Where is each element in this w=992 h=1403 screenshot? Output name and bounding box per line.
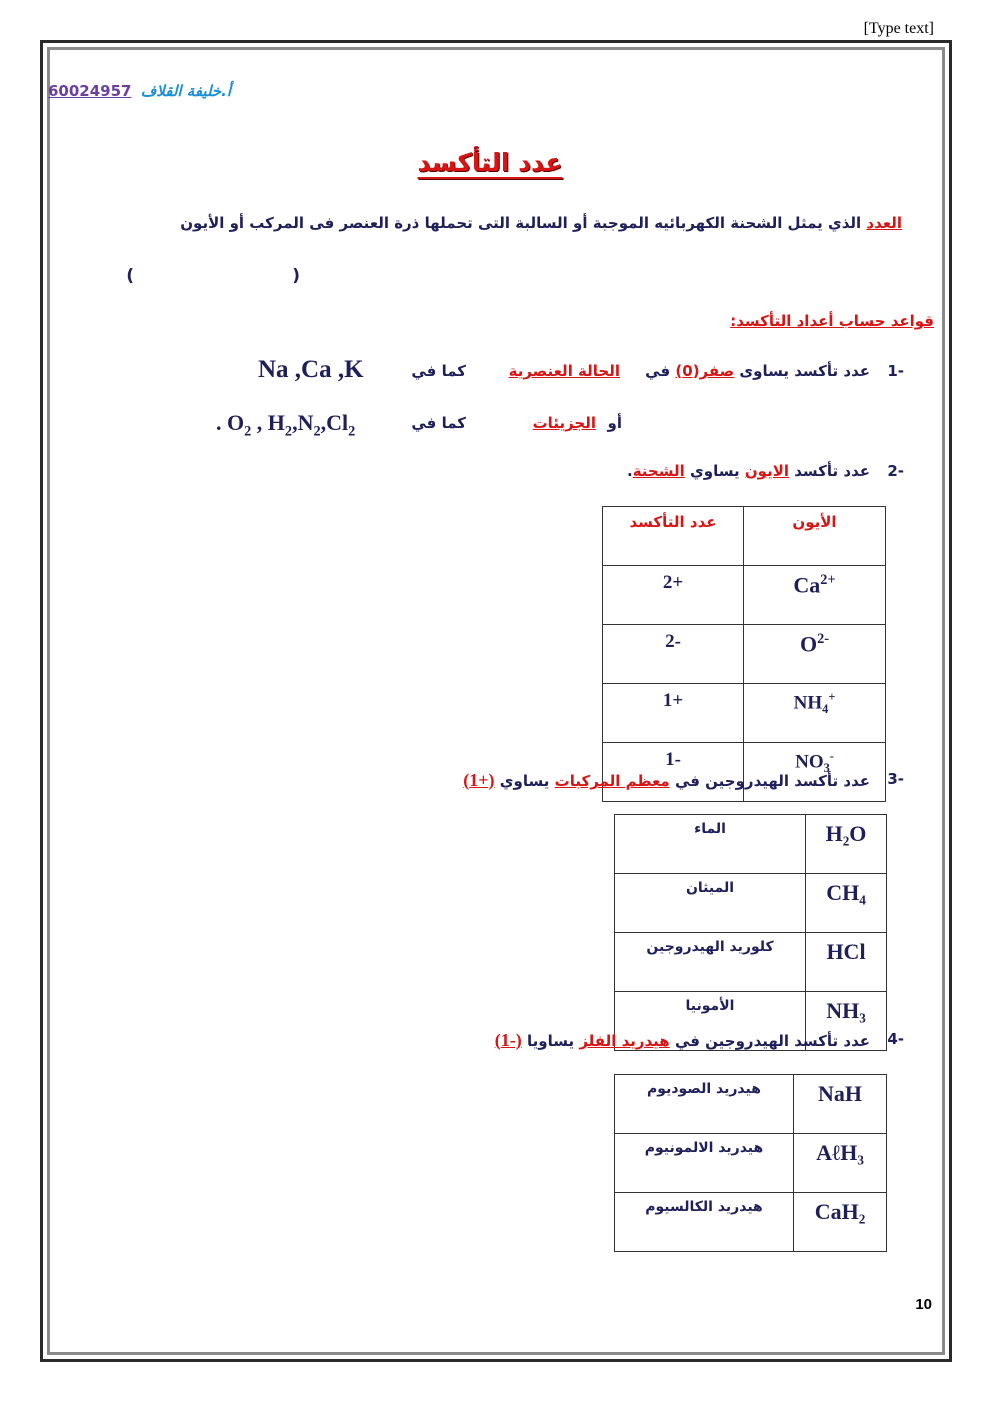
rule2-number: -2 [887,462,904,480]
table-row [615,815,887,874]
table-row [603,684,886,743]
ox-cell: -2 [603,625,744,684]
ox-cell: -1 [603,743,744,802]
table-row [603,507,886,566]
hydrogen-compounds-table [614,814,887,1051]
name-cell: كلوريد الهيدروجين [615,933,806,992]
name-cell: الأمونيا [615,992,806,1051]
ox-cell: +1 [603,684,744,743]
author-credit [48,82,231,100]
ion-cell: $NO_3^-$ [744,743,886,802]
page-title-text: عدد التأكسد [417,148,563,177]
rule4-line [495,1030,870,1051]
rule4-equals: يساويا [526,1032,575,1050]
rule1-as-in: كما في [411,362,466,380]
ion-cell: $O^{2-}$ [744,625,886,684]
formula-cell: H₂O [806,815,887,874]
name-cell: الماء [615,815,806,874]
paren-close: ) [126,266,134,286]
formula-cell: NH₃ [806,992,887,1051]
rule1-text: عدد تأكسد يساوى [739,362,870,380]
table-row [603,625,886,684]
rule2-ion: الايون [744,462,790,480]
rule1-or: أو [607,414,622,432]
formula-cell: CaH₂ [794,1193,887,1252]
rule1-zero: صفر(0) [675,362,735,380]
rule3-text: عدد تأكسد الهيدروجين في [674,772,870,790]
paren-open: ( [292,266,300,286]
formula-cell: CH₄ [806,874,887,933]
rule2-dot: . [627,462,633,480]
name-cell: الميثان [615,874,806,933]
rule2-line [627,462,870,480]
rule2-charge: الشحنة [632,462,685,480]
definition-term: العدد [866,214,902,232]
definition-text: الذي يمثل الشحنة الكهربائيه الموجبة أو السالبة التى تحملها ذرة العنصر فى المركب أو الأيون [180,214,867,232]
rules-heading: قواعد حساب أعداد التأكسد: [730,312,934,330]
rule3-value: (+1) [463,770,495,790]
rule1-molecules: الجزيئات [532,414,596,432]
rule1-molecule-formulas: . $O_2$ , $H_2,N_2,Cl_2$ [216,410,356,440]
rule1-as-in-2: كما في [411,414,466,432]
metal-hydride-table [614,1074,887,1252]
header-placeholder-text: [Type text] [863,20,934,37]
rule4-metal-hydride: هيدريد الفلز [579,1032,670,1050]
table-row [615,1075,887,1134]
author-name: أ.خليفة القلاف [140,82,232,100]
table-row [615,933,887,992]
rule4-text: عدد تأكسد الهيدروجين في [674,1032,870,1050]
ion-cell: $Ca^{2+}$ [744,566,886,625]
ion-header: الأيون [744,507,886,566]
definition-line [180,214,902,232]
formula-cell: AℓH₃ [794,1134,887,1193]
rule4-value: (-1) [494,1030,522,1050]
page-number: 10 [915,1296,932,1313]
rule1-elemental-state: الحالة العنصرية [508,362,620,380]
name-cell: هيدريد الصوديوم [615,1075,794,1134]
name-cell: هيدريد الالمونيوم [615,1134,794,1193]
formula-cell: NaH [794,1075,887,1134]
table-row [615,1134,887,1193]
ion-cell: $NH_4^+$ [744,684,886,743]
rule3-equals: يساوي [499,772,550,790]
rule3-number: -3 [887,770,904,788]
rule1-in: في [645,362,671,380]
rule4-number: -4 [887,1030,904,1048]
rule1-number: -1 [887,362,904,380]
table-row [603,566,886,625]
rule3-line [463,770,870,791]
ox-header: عدد التأكسد [603,507,744,566]
rule1-line [645,362,870,380]
rule3-most-compounds: معظم المركبات [554,772,670,790]
name-cell: هيدريد الكالسيوم [615,1193,794,1252]
rule2-equals: يساوي [690,462,740,480]
table-row [615,874,887,933]
rule2-text: عدد تأكسد [794,462,870,480]
author-phone: 60024957 [48,82,132,100]
rule1-elements: Na ,Ca ,K [258,356,364,383]
ox-cell: +2 [603,566,744,625]
formula-cell: HCl [806,933,887,992]
ion-oxidation-table [602,506,886,802]
page-title [0,148,980,177]
table-row [615,1193,887,1252]
